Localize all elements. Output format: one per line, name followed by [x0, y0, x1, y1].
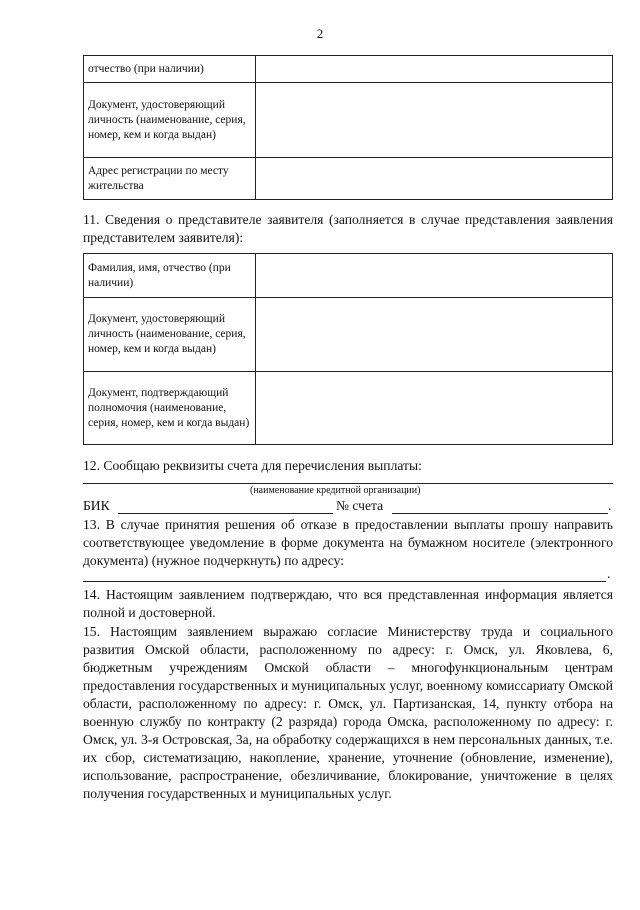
field-value[interactable]: [256, 158, 613, 200]
page-number: 2: [316, 26, 324, 41]
address-period: .: [607, 566, 611, 581]
field-label: Адрес регистрации по месту жительства: [84, 158, 256, 200]
field-label: отчество (при наличии): [84, 56, 256, 83]
field-label: Документ, удостоверяющий личность (наименование, серия, номер, кем и когда выдан): [84, 298, 256, 372]
bank-name-line[interactable]: [83, 483, 613, 484]
table-row: [84, 298, 613, 372]
field-value[interactable]: [256, 56, 613, 83]
bik-label: БИК: [83, 498, 110, 513]
section-12: 12. Сообщаю реквизиты счета для перечисления выплаты:: [83, 458, 422, 473]
table-row: [84, 83, 613, 158]
address-line[interactable]: [83, 581, 606, 582]
field-value[interactable]: [256, 298, 613, 372]
section-15: 15. Настоящим заявлением выражаю согласие Министерству труда и социального развития Омской области, расположенному по адресу: г. Омск, ул. Яковлева, 6, бюджетным учреждениям Омской области – многофункциональным центрам предоставления государственных и муниципальных услуг, военному комиссариату Омской области, расположенному по адресу: г. Омск, ул. Партизанская, 14, пункту отбора на военную службу по контракту (2 разряда) города Омска, расположенному по адресу: г. Омск, ул. 3-я Островская, 3а, на обработку содержащихся в нем персональных данных, т.е. их сбор, систематизацию, накопление, хранение, уточнение (обновление, изменение), использование, распространение, обезличивание, блокирование, уничтожение в целях получения государственных и муниципальных услуг.: [83, 624, 613, 801]
account-period: .: [608, 498, 612, 513]
account-line[interactable]: [392, 513, 608, 514]
applicant-table: [83, 55, 613, 200]
section-11: 11. Сведения о представителе заявителя (заполняется в случае представления заявления представителем заявителя):: [83, 212, 613, 245]
representative-table: [83, 253, 613, 445]
section-13: 13. В случае принятия решения об отказе в предоставлении выплаты прошу направить соответствующее уведомление в форме документа на бумажном носителе (электронного документа) (нужное подчеркнуть) по адресу:: [83, 517, 613, 568]
section-14: 14. Настоящим заявлением подтверждаю, что вся представленная информация является полной и достоверной.: [83, 587, 613, 620]
field-label: Документ, подтверждающий полномочия (наименование, серия, номер, кем и когда выдан): [84, 372, 256, 445]
field-label: Фамилия, имя, отчество (при наличии): [84, 254, 256, 298]
field-label: Документ, удостоверяющий личность (наименование, серия, номер, кем и когда выдан): [84, 83, 256, 158]
table-row: [84, 56, 613, 83]
table-row: [84, 158, 613, 200]
field-value[interactable]: [256, 254, 613, 298]
field-value[interactable]: [256, 83, 613, 158]
bik-line[interactable]: [118, 513, 333, 514]
account-label: № счета: [336, 498, 384, 513]
table-row: [84, 254, 613, 298]
table-row: [84, 372, 613, 445]
field-value[interactable]: [256, 372, 613, 445]
bank-name-caption: (наименование кредитной организации): [250, 485, 421, 496]
